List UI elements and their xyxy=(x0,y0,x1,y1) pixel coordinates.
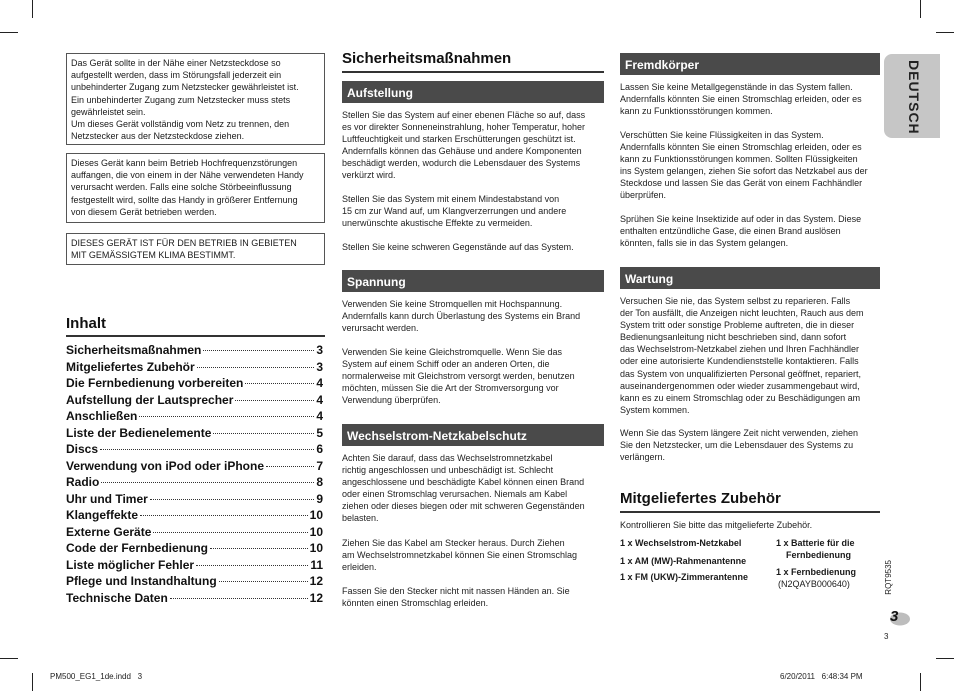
crop-mark xyxy=(936,32,954,33)
toc-entry-page: 9 xyxy=(316,491,323,506)
toc-entry[interactable] xyxy=(66,525,323,541)
paragraph: Lassen Sie keine Metallgegenstände in das System fallen. Andernfalls könnten Sie einen Stromschlag erleiden, oder es kann zu Funktionsstörungen kommen. xyxy=(620,82,862,117)
paragraph: Ziehen Sie das Kabel am Stecker heraus. Durch Ziehen am Wechselstromnetzkabel können Sie einen Stromschlag erleiden. xyxy=(342,538,577,573)
toc-entry-label: Pflege und Instandhaltung xyxy=(66,574,217,588)
paragraph: Verschütten Sie keine Flüssigkeiten in das System. Andernfalls könnten Sie einen Stromschlag erleiden, oder es kann zu Funktionsstörungen kommen. Sollten Flüssigkeiten ins System gelangen, ziehen Sie sofort das Netzkabel aus der Steckdose und lassen Sie das Gerät von einem Fachhändler überprüfen. xyxy=(620,130,868,201)
toc-leader-dots xyxy=(153,532,307,533)
notice-box-climate: DIESES GERÄT IST FÜR DEN BETRIEB IN GEBIETEN MIT GEMÄSSIGTEM KLIMA BESTIMMT. xyxy=(66,233,325,265)
paragraph: Stellen Sie das System mit einem Mindestabstand von 15 cm zur Wand auf, um Klangverzerrungen und andere unerwünschte akustische Effekte zu vermeiden. xyxy=(342,194,567,229)
toc-leader-dots xyxy=(197,367,315,368)
accessory-item: 1 x Fernbedienung xyxy=(776,567,857,577)
toc-entry-label: Anschließen xyxy=(66,409,138,423)
toc-leader-dots xyxy=(170,598,308,599)
paragraph: Verwenden Sie keine Gleichstromquelle. Wenn Sie das System auf einem Schiff oder an anderen Orten, die normalerweise mit Gleichstrom versorgt werden, benutzen möchten, müssen Sie die Art der Stromversorgung vor Verwendung überprüfen. xyxy=(342,347,575,406)
toc-entry-label: Technische Daten xyxy=(66,590,168,605)
toc-entry-page: 11 xyxy=(310,557,323,572)
toc-entry-label: Discs xyxy=(66,442,99,456)
toc-entry[interactable] xyxy=(66,492,323,508)
toc-entry-label: Sicherheitsmaßnahmen xyxy=(66,343,202,357)
toc-entry[interactable] xyxy=(66,360,323,376)
crop-mark xyxy=(920,673,921,691)
toc-entry[interactable] xyxy=(66,343,323,359)
toc-leader-dots xyxy=(219,581,308,582)
toc-entry-label: Liste der Bedienelemente xyxy=(66,425,212,440)
footer-date: 6/20/2011 6:48:34 PM xyxy=(780,672,863,681)
toc-leader-dots xyxy=(210,548,308,549)
toc-entry[interactable] xyxy=(66,393,323,409)
toc-entry-page: 4 xyxy=(316,392,323,407)
accessory-item: 1 x AM (MW)-Rahmenantenne xyxy=(620,556,747,566)
paragraph: Achten Sie darauf, dass das Wechselstromnetzkabel richtig angeschlossen und unbeschädigt ist. Schlecht angeschlossene und beschädigte Kabel können einen Brand oder einen Stromschlag verursachen. Niemals am Kabel ziehen oder dieses biegen oder mit schweren Gegenständen belasten. xyxy=(342,453,585,524)
toc-entry[interactable] xyxy=(66,541,323,557)
page-badge xyxy=(884,608,910,627)
toc-leader-dots xyxy=(150,499,315,500)
paragraph: Versuchen Sie nie, das System selbst zu reparieren. Falls der Ton ausfällt, die Anzeigen nicht leuchten, Rauch aus dem System tritt oder sonstige Probleme auftreten, die in dieser Bedienungsanleitung nicht beschrieben sind, dann sofort das Wechselstrom-Netzkabel ziehen und Ihren Fachhändler oder eine autorisierte Kundendienststelle kontaktieren. Falls das System von unqualifizierten Personal geöffnet, repariert, auseinandergenommen oder wieder zusammengebaut wird, kann es zu einem Stromschlag oder zu Beschädigungen am System kommen. xyxy=(620,296,864,415)
toc-entry-label: Aufstellung der Lautsprecher xyxy=(66,392,234,407)
footer-file: PM500_EG1_1de.indd 3 xyxy=(50,672,143,681)
toc-leader-dots xyxy=(213,433,314,434)
section-heading-netzkabelschutz: Wechselstrom-Netzkabelschutz xyxy=(342,424,604,446)
toc-entry-label: Die Fernbedienung vorbereiten xyxy=(66,376,244,390)
accessories-title: Mitgeliefertes Zubehör xyxy=(620,490,781,507)
toc-rule xyxy=(66,335,325,337)
section-heading-fremdkoerper: Fremdkörper xyxy=(620,53,880,75)
toc-entry-page: 10 xyxy=(309,508,323,522)
toc-leader-dots xyxy=(139,416,314,417)
toc-entry-page: 3 xyxy=(316,343,323,357)
language-tab xyxy=(884,54,940,138)
safety-rule xyxy=(342,71,604,73)
toc-entry[interactable] xyxy=(66,459,323,475)
crop-mark xyxy=(0,658,18,659)
toc-leader-dots xyxy=(196,565,308,566)
toc-entry-label: Uhr und Timer xyxy=(66,491,148,506)
toc-entry-page: 10 xyxy=(309,524,323,539)
toc-entry-page: 6 xyxy=(316,442,323,456)
toc-entry[interactable] xyxy=(66,426,323,442)
toc-leader-dots xyxy=(235,400,314,401)
crop-mark xyxy=(32,673,33,691)
language-tab-label: DEUTSCH xyxy=(906,60,922,135)
toc-entry-page: 12 xyxy=(309,590,323,605)
accessory-item: 1 x Batterie für die Fernbedienung xyxy=(776,538,855,560)
model-code: RQT9535 xyxy=(884,560,893,595)
notice-box-power-access: Das Gerät sollte in der Nähe einer Netzsteckdose so aufgestellt werden, dass im Störungsfall jederzeit ein unbehinderter Zugang zum Netzstecker gewährleistet ist. Ein unbehinderter Zugang zum Netzstecker muss stets gewährleistet sein. Um dieses Gerät vollständig vom Netz zu trennen, den Netzstecker aus der Netzsteckdose ziehen. xyxy=(66,53,325,145)
page-number: 3 xyxy=(884,632,889,641)
accessories-intro: Kontrollieren Sie bitte das mitgelieferte Zubehör. xyxy=(620,520,813,530)
toc-entry-label: Mitgeliefertes Zubehör xyxy=(66,359,195,374)
crop-mark xyxy=(0,32,18,33)
paragraph: Fassen Sie den Stecker nicht mit nassen Händen an. Sie könnten einen Stromschlag erleiden. xyxy=(342,586,570,609)
paragraph: Verwenden Sie keine Stromquellen mit Hochspannung. Andernfalls kann durch Überlastung des Systems ein Brand verursacht werden. xyxy=(342,299,581,334)
toc-entry-page: 10 xyxy=(309,541,323,555)
paragraph: Wenn Sie das System längere Zeit nicht verwenden, ziehen Sie den Netzstecker, um die Lebensdauer des Systems zu verlängern. xyxy=(620,428,858,463)
section-heading-aufstellung: Aufstellung xyxy=(342,81,604,103)
toc-entry-label: Verwendung von iPod oder iPhone xyxy=(66,458,265,473)
page-badge-number: 3 xyxy=(890,608,899,625)
accessories-rule xyxy=(620,511,880,513)
toc-entry-page: 5 xyxy=(316,425,323,440)
toc-entry-page: 12 xyxy=(309,574,323,588)
toc-entry[interactable] xyxy=(66,508,323,524)
paragraph: Stellen Sie das System auf einer ebenen Fläche so auf, dass es vor direkter Sonneneinstrahlung, hoher Temperatur, hoher Luftfeuchtigkeit und starken Erschütterungen geschützt ist. Andernfalls können das Gehäuse und andere Komponenten beschädigt werden, wodurch die Lebensdauer des Systems verkürzt wird. xyxy=(342,110,586,181)
section-heading-spannung: Spannung xyxy=(342,270,604,292)
crop-mark xyxy=(936,658,954,659)
toc-entry-page: 3 xyxy=(316,359,323,374)
toc-entry[interactable] xyxy=(66,558,323,574)
paragraph: Sprühen Sie keine Insektizide auf oder in das System. Diese enthalten entzündliche Gase, die einen Brand auslösen könnten, falls sie in das System gelangen. xyxy=(620,214,862,249)
safety-title: Sicherheitsmaßnahmen xyxy=(342,50,512,67)
toc-entry[interactable] xyxy=(66,376,323,392)
toc-entry-label: Liste möglicher Fehler xyxy=(66,557,195,572)
crop-mark xyxy=(920,0,921,18)
accessory-code: (N2QAYB000640) xyxy=(778,579,850,589)
crop-mark xyxy=(32,0,33,18)
toc-entry-page: 4 xyxy=(316,376,323,390)
toc-entry-label: Radio xyxy=(66,475,100,489)
toc-entry-label: Klangeffekte xyxy=(66,508,139,522)
toc-entry-page: 4 xyxy=(316,409,323,423)
toc-entry[interactable] xyxy=(66,442,323,458)
toc-leader-dots xyxy=(245,383,314,384)
paragraph: Stellen Sie keine schweren Gegenstände auf das System. xyxy=(342,242,574,252)
toc-entry-label: Code der Fernbedienung xyxy=(66,541,209,555)
toc-leader-dots xyxy=(140,515,308,516)
toc-leader-dots xyxy=(203,350,314,351)
toc-entry[interactable] xyxy=(66,475,323,491)
toc-entry[interactable] xyxy=(66,409,323,425)
toc-leader-dots xyxy=(266,466,314,467)
toc-entry-page: 7 xyxy=(316,458,323,473)
toc-leader-dots xyxy=(101,482,314,483)
accessory-item: 1 x Wechselstrom-Netzkabel xyxy=(620,538,742,548)
toc-entry-label: Externe Geräte xyxy=(66,524,152,539)
toc-entry[interactable] xyxy=(66,574,323,590)
toc-leader-dots xyxy=(100,449,314,450)
section-heading-wartung: Wartung xyxy=(620,267,880,289)
toc-entry[interactable] xyxy=(66,591,323,607)
notice-box-interference: Dieses Gerät kann beim Betrieb Hochfrequenzstörungen auffangen, die von einem in der Nähe verwendeten Handy verursacht werden. Falls eine solche Störbeeinflussung festgestellt wird, sollte das Handy in größerer Entfernung von diesem Gerät betrieben werden. xyxy=(66,153,325,223)
accessory-item: 1 x FM (UKW)-Zimmerantenne xyxy=(620,572,749,582)
toc-title: Inhalt xyxy=(66,315,106,332)
toc-entry-page: 8 xyxy=(316,475,323,489)
